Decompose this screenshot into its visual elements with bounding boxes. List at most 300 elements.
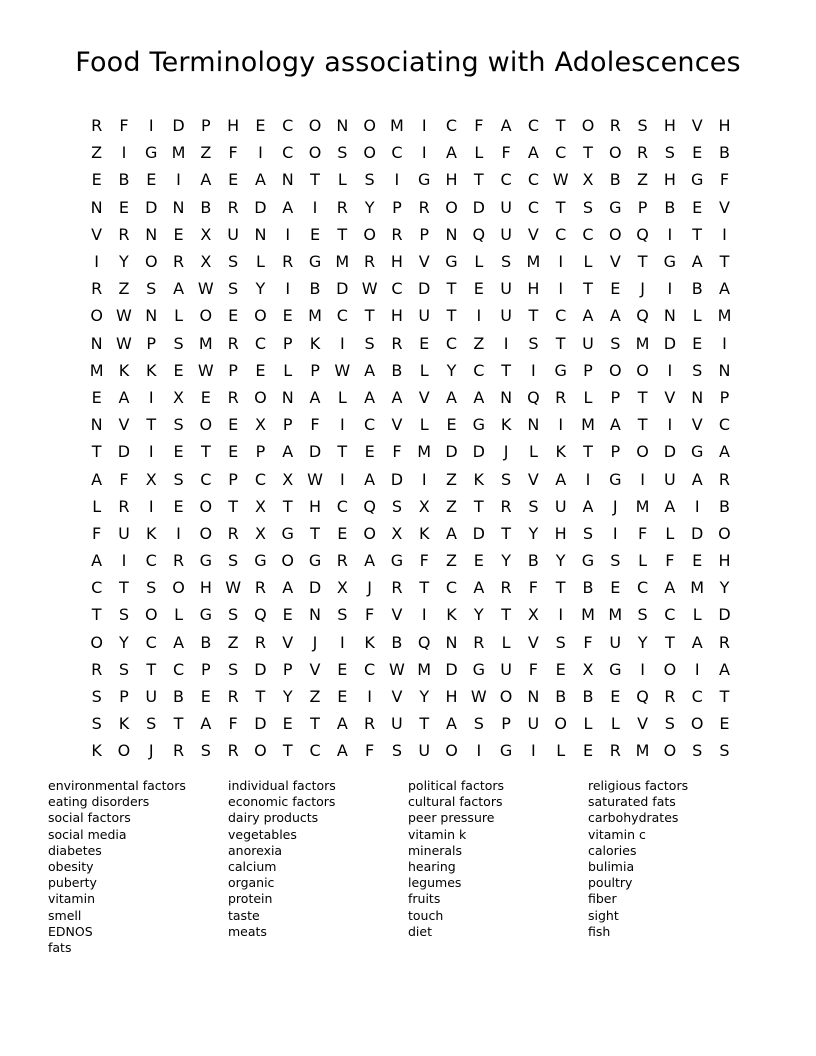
grid-letter: Y <box>719 578 730 598</box>
grid-letter: I <box>421 143 427 163</box>
grid-letter: S <box>228 551 239 571</box>
grid-letter: S <box>555 632 566 652</box>
grid-letter: U <box>418 306 431 326</box>
grid-letter: S <box>337 143 348 163</box>
grid-letter: K <box>418 523 430 543</box>
grid-letter: S <box>118 659 130 679</box>
grid-letter: C <box>336 496 348 516</box>
grid-letter: Z <box>118 279 130 299</box>
grid-letter: O <box>690 714 704 734</box>
grid-letter: G <box>472 415 485 435</box>
grid-letter: D <box>445 442 458 462</box>
grid-letter: O <box>663 741 677 761</box>
grid-letter: M <box>581 415 595 435</box>
grid-letter: Y <box>637 632 648 652</box>
grid-letter: C <box>445 578 458 598</box>
grid-letter: C <box>664 605 676 625</box>
grid-letter: F <box>119 116 129 136</box>
grid-letter: I <box>421 116 427 136</box>
grid-letter: B <box>582 578 594 598</box>
grid-row <box>83 547 738 574</box>
grid-letter: K <box>145 360 157 380</box>
grid-letter: I <box>640 659 645 679</box>
grid-letter: I <box>503 333 509 353</box>
grid-letter: S <box>173 415 184 435</box>
grid-letter: I <box>367 687 372 707</box>
grid-letter: A <box>664 578 676 598</box>
grid-letter: Q <box>527 387 540 407</box>
grid-letter: L <box>337 170 347 190</box>
grid-letter: N <box>445 224 458 244</box>
grid-letter: D <box>336 279 349 299</box>
grid-letter: W <box>307 469 323 489</box>
grid-letter: I <box>148 116 154 136</box>
grid-letter: Z <box>200 143 212 163</box>
grid-letter: V <box>118 415 130 435</box>
grid-letter: R <box>227 333 239 353</box>
grid-letter: J <box>640 279 645 299</box>
grid-letter: L <box>474 252 484 272</box>
grid-letter: L <box>583 387 593 407</box>
grid-letter: B <box>173 687 185 707</box>
grid-letter: N <box>718 360 731 380</box>
grid-letter: I <box>176 170 181 190</box>
grid-letter: X <box>582 170 594 190</box>
grid-letter: A <box>473 387 485 407</box>
grid-letter: V <box>664 387 676 407</box>
grid-letter: A <box>364 469 376 489</box>
word-item: vegetables <box>228 826 297 842</box>
grid-letter: E <box>419 333 430 353</box>
grid-letter: E <box>364 442 375 462</box>
grid-letter: T <box>555 197 566 217</box>
word-item: calories <box>588 842 637 858</box>
grid-letter: F <box>228 143 238 163</box>
grid-letter: B <box>391 632 403 652</box>
grid-letter: K <box>118 360 130 380</box>
grid-letter: D <box>472 523 485 543</box>
grid-row <box>83 629 738 656</box>
grid-letter: M <box>526 252 541 272</box>
grid-letter: C <box>691 687 703 707</box>
grid-letter: P <box>255 442 266 462</box>
grid-letter: A <box>555 469 567 489</box>
grid-letter: L <box>474 143 484 163</box>
grid-letter: E <box>228 442 239 462</box>
grid-letter: I <box>258 143 263 163</box>
grid-letter: L <box>337 387 347 407</box>
grid-letter: G <box>145 143 158 163</box>
grid-letter: A <box>282 442 294 462</box>
grid-letter: S <box>473 714 484 734</box>
grid-letter: I <box>394 170 400 190</box>
grid-letter: M <box>308 306 322 326</box>
grid-letter: A <box>364 551 376 571</box>
grid-letter: S <box>364 170 375 190</box>
grid-letter: N <box>527 415 540 435</box>
grid-letter: I <box>421 469 427 489</box>
grid-letter: D <box>145 197 158 217</box>
grid-letter: A <box>391 387 403 407</box>
grid-letter: E <box>582 741 594 761</box>
grid-letter: F <box>637 523 648 543</box>
grid-letter: S <box>337 605 348 625</box>
grid-letter: R <box>118 224 130 244</box>
grid-letter: C <box>254 469 267 489</box>
grid-letter: I <box>339 469 345 489</box>
grid-letter: K <box>446 605 457 625</box>
grid-row <box>83 302 738 329</box>
grid-letter: C <box>527 197 539 217</box>
grid-letter: E <box>255 116 266 136</box>
grid-letter: S <box>501 252 512 272</box>
grid-letter: G <box>663 252 677 272</box>
word-item: environmental factors <box>48 778 186 793</box>
grid-letter: S <box>146 714 157 734</box>
grid-letter: Q <box>636 687 649 707</box>
grid-letter: N <box>90 415 103 435</box>
word-item: puberty <box>48 875 97 891</box>
grid-letter: C <box>91 578 103 598</box>
grid-row <box>83 438 738 465</box>
grid-letter: H <box>445 170 458 190</box>
grid-letter: C <box>582 224 594 244</box>
grid-letter: E <box>692 197 703 217</box>
grid-letter: R <box>555 387 567 407</box>
grid-letter: F <box>419 551 429 571</box>
grid-letter: I <box>667 224 673 244</box>
grid-letter: A <box>282 197 294 217</box>
grid-letter: P <box>119 687 129 707</box>
grid-letter: E <box>118 197 129 217</box>
word-item: EDNOS <box>48 923 93 939</box>
grid-letter: S <box>692 360 703 380</box>
grid-letter: X <box>145 469 157 489</box>
grid-letter: A <box>336 741 348 761</box>
grid-letter: O <box>144 252 158 272</box>
grid-letter: A <box>118 387 130 407</box>
grid-letter: F <box>392 442 402 462</box>
grid-letter: P <box>392 197 402 217</box>
grid-letter: P <box>610 387 621 407</box>
grid-letter: V <box>719 197 730 217</box>
grid-letter: H <box>527 279 540 299</box>
word-item: carbohydrates <box>588 810 679 826</box>
grid-letter: N <box>663 306 676 326</box>
grid-letter: A <box>446 387 457 407</box>
grid-letter: A <box>254 170 266 190</box>
grid-letter: U <box>609 632 622 652</box>
grid-letter: X <box>582 659 594 679</box>
grid-letter: S <box>173 469 184 489</box>
grid-letter: S <box>228 279 239 299</box>
word-item: economic factors <box>228 794 336 810</box>
grid-letter: G <box>690 442 704 462</box>
word-item: eating disorders <box>48 794 150 810</box>
grid-letter: Z <box>309 687 321 707</box>
grid-letter: V <box>637 714 649 734</box>
grid-letter: I <box>176 523 181 543</box>
grid-letter: S <box>91 687 102 707</box>
grid-letter: Y <box>528 523 539 543</box>
grid-letter: M <box>390 116 404 136</box>
grid-letter: E <box>228 415 239 435</box>
grid-letter: I <box>558 605 564 625</box>
grid-letter: A <box>582 496 594 516</box>
grid-letter: T <box>664 632 675 652</box>
grid-letter: A <box>582 306 594 326</box>
grid-letter: S <box>610 551 621 571</box>
grid-row <box>83 710 738 737</box>
grid-letter: A <box>200 714 212 734</box>
grid-letter: D <box>390 469 404 489</box>
grid-letter: H <box>309 496 322 516</box>
grid-row <box>83 112 738 139</box>
grid-letter: U <box>527 714 540 734</box>
word-item: fats <box>48 940 72 956</box>
grid-letter: G <box>418 170 431 190</box>
grid-letter: C <box>309 741 321 761</box>
grid-letter: E <box>692 333 703 353</box>
grid-letter: N <box>445 632 458 652</box>
grid-letter: D <box>117 442 131 462</box>
grid-letter: X <box>200 224 212 244</box>
grid-letter: A <box>173 279 185 299</box>
grid-letter: D <box>418 279 431 299</box>
grid-letter: S <box>228 659 239 679</box>
grid-letter: C <box>200 469 212 489</box>
grid-letter: I <box>148 496 154 516</box>
grid-letter: I <box>722 224 727 244</box>
grid-letter: Q <box>636 306 649 326</box>
grid-letter: M <box>89 360 104 380</box>
grid-letter: Q <box>472 224 486 244</box>
grid-letter: J <box>503 442 509 462</box>
grid-letter: A <box>609 306 621 326</box>
word-item: saturated fats <box>588 794 676 810</box>
grid-letter: R <box>91 279 103 299</box>
grid-letter: J <box>312 632 318 652</box>
grid-letter: Y <box>364 197 375 217</box>
grid-letter: X <box>254 496 266 516</box>
grid-letter: K <box>500 415 512 435</box>
word-item: fish <box>588 923 611 939</box>
grid-letter: X <box>391 523 403 543</box>
grid-letter: B <box>527 551 539 571</box>
grid-letter: A <box>691 469 703 489</box>
grid-row <box>83 166 738 193</box>
word-item: bulimia <box>588 859 635 875</box>
grid-letter: R <box>391 578 403 598</box>
grid-letter: R <box>418 197 430 217</box>
grid-letter: M <box>335 252 350 272</box>
grid-letter: K <box>91 741 102 761</box>
grid-letter: I <box>339 333 345 353</box>
grid-letter: E <box>555 659 566 679</box>
grid-letter: E <box>610 578 621 598</box>
word-item: protein <box>228 891 273 907</box>
grid-letter: N <box>500 387 513 407</box>
grid-row <box>83 411 738 438</box>
grid-letter: A <box>91 469 103 489</box>
grid-letter: N <box>145 224 158 244</box>
grid-letter: T <box>146 659 157 679</box>
grid-letter: N <box>281 387 294 407</box>
grid-letter: C <box>282 143 294 163</box>
grid-letter: T <box>364 306 375 326</box>
grid-letter: R <box>336 197 348 217</box>
grid-letter: T <box>200 442 211 462</box>
grid-letter: W <box>552 170 569 190</box>
word-item: minerals <box>408 842 463 858</box>
grid-row <box>83 194 738 221</box>
grid-letter: G <box>472 659 485 679</box>
grid-letter: U <box>500 197 512 217</box>
grid-letter: L <box>583 714 593 734</box>
grid-letter: W <box>334 360 351 380</box>
grid-letter: Q <box>417 632 431 652</box>
grid-letter: H <box>663 170 676 190</box>
grid-letter: W <box>197 360 214 380</box>
grid-letter: E <box>173 360 184 380</box>
grid-letter: T <box>555 116 566 136</box>
word-item: social media <box>48 826 127 842</box>
grid-letter: Z <box>91 143 103 163</box>
grid-letter: Y <box>419 687 430 707</box>
grid-letter: H <box>663 116 676 136</box>
grid-letter: P <box>201 659 211 679</box>
word-item: diet <box>408 923 432 939</box>
grid-letter: B <box>200 197 212 217</box>
grid-letter: G <box>609 469 622 489</box>
grid-letter: O <box>199 415 213 435</box>
grid-letter: R <box>637 143 649 163</box>
grid-letter: W <box>116 333 132 353</box>
grid-letter: S <box>228 252 239 272</box>
grid-letter: U <box>500 224 512 244</box>
grid-letter: H <box>718 116 731 136</box>
grid-letter: P <box>282 333 293 353</box>
grid-letter: C <box>145 551 157 571</box>
grid-letter: E <box>200 687 211 707</box>
grid-letter: P <box>310 360 320 380</box>
grid-letter: F <box>719 170 730 190</box>
grid-letter: E <box>146 170 157 190</box>
grid-letter: T <box>473 496 484 516</box>
grid-letter: Z <box>637 170 649 190</box>
puzzle-title: Food Terminology associating with Adolescences <box>75 47 741 78</box>
grid-letter: O <box>608 224 622 244</box>
grid-letter: N <box>527 687 540 707</box>
grid-letter: A <box>446 523 457 543</box>
word-item: political factors <box>408 778 505 793</box>
grid-letter: X <box>527 605 539 625</box>
grid-letter: S <box>637 116 648 136</box>
grid-letter: O <box>499 687 513 707</box>
grid-letter: K <box>364 632 375 652</box>
grid-letter: G <box>581 551 595 571</box>
grid-letter: J <box>148 741 154 761</box>
grid-letter: R <box>91 659 103 679</box>
grid-letter: T <box>501 523 511 543</box>
grid-letter: H <box>199 578 212 598</box>
grid-letter: D <box>472 442 485 462</box>
word-item: vitamin c <box>588 826 646 842</box>
grid-letter: G <box>609 659 622 679</box>
grid-letter: O <box>581 116 595 136</box>
grid-letter: U <box>118 523 130 543</box>
grid-letter: I <box>339 415 345 435</box>
grid-letter: D <box>254 659 267 679</box>
grid-letter: P <box>146 333 157 353</box>
word-item: obesity <box>48 859 94 875</box>
grid-letter: N <box>145 306 158 326</box>
grid-letter: E <box>610 279 621 299</box>
word-item: hearing <box>408 859 456 875</box>
grid-letter: I <box>285 279 291 299</box>
grid-letter: B <box>391 360 403 380</box>
word-item: legumes <box>408 875 462 891</box>
grid-letter: A <box>91 551 103 571</box>
grid-letter: T <box>419 714 430 734</box>
grid-letter: U <box>582 333 594 353</box>
grid-letter: C <box>145 632 157 652</box>
grid-letter: A <box>446 143 457 163</box>
grid-letter: D <box>691 523 704 543</box>
grid-letter: R <box>364 714 376 734</box>
word-item: calcium <box>228 859 277 875</box>
grid-letter: A <box>173 632 185 652</box>
grid-letter: I <box>558 252 564 272</box>
grid-letter: E <box>337 659 348 679</box>
grid-letter: I <box>339 632 345 652</box>
grid-letter: C <box>254 333 267 353</box>
grid-letter: S <box>501 469 512 489</box>
grid-letter: P <box>419 224 430 244</box>
grid-letter: S <box>528 496 539 516</box>
grid-letter: I <box>312 197 318 217</box>
grid-letter: F <box>365 741 375 761</box>
grid-letter: C <box>391 143 403 163</box>
grid-letter: R <box>609 116 621 136</box>
grid-letter: A <box>609 415 621 435</box>
grid-row <box>83 737 738 764</box>
grid-letter: C <box>172 659 185 679</box>
grid-letter: I <box>285 224 291 244</box>
grid-letter: M <box>417 442 432 462</box>
grid-letter: D <box>472 197 485 217</box>
grid-letter: C <box>555 306 567 326</box>
grid-letter: T <box>528 306 539 326</box>
grid-letter: O <box>90 632 103 652</box>
grid-letter: B <box>118 170 130 190</box>
grid-letter: T <box>310 170 320 190</box>
grid-letter: F <box>92 523 102 543</box>
grid-letter: R <box>254 578 266 598</box>
grid-letter: L <box>283 360 293 380</box>
grid-letter: B <box>691 279 703 299</box>
grid-letter: D <box>663 333 677 353</box>
grid-letter: S <box>664 714 675 734</box>
grid-letter: R <box>364 252 376 272</box>
word-item: meats <box>228 923 267 939</box>
grid-letter: L <box>583 252 593 272</box>
grid-letter: A <box>282 578 294 598</box>
grid-letter: R <box>500 496 512 516</box>
grid-letter: K <box>473 469 485 489</box>
grid-letter: E <box>173 442 184 462</box>
grid-row <box>83 465 738 492</box>
